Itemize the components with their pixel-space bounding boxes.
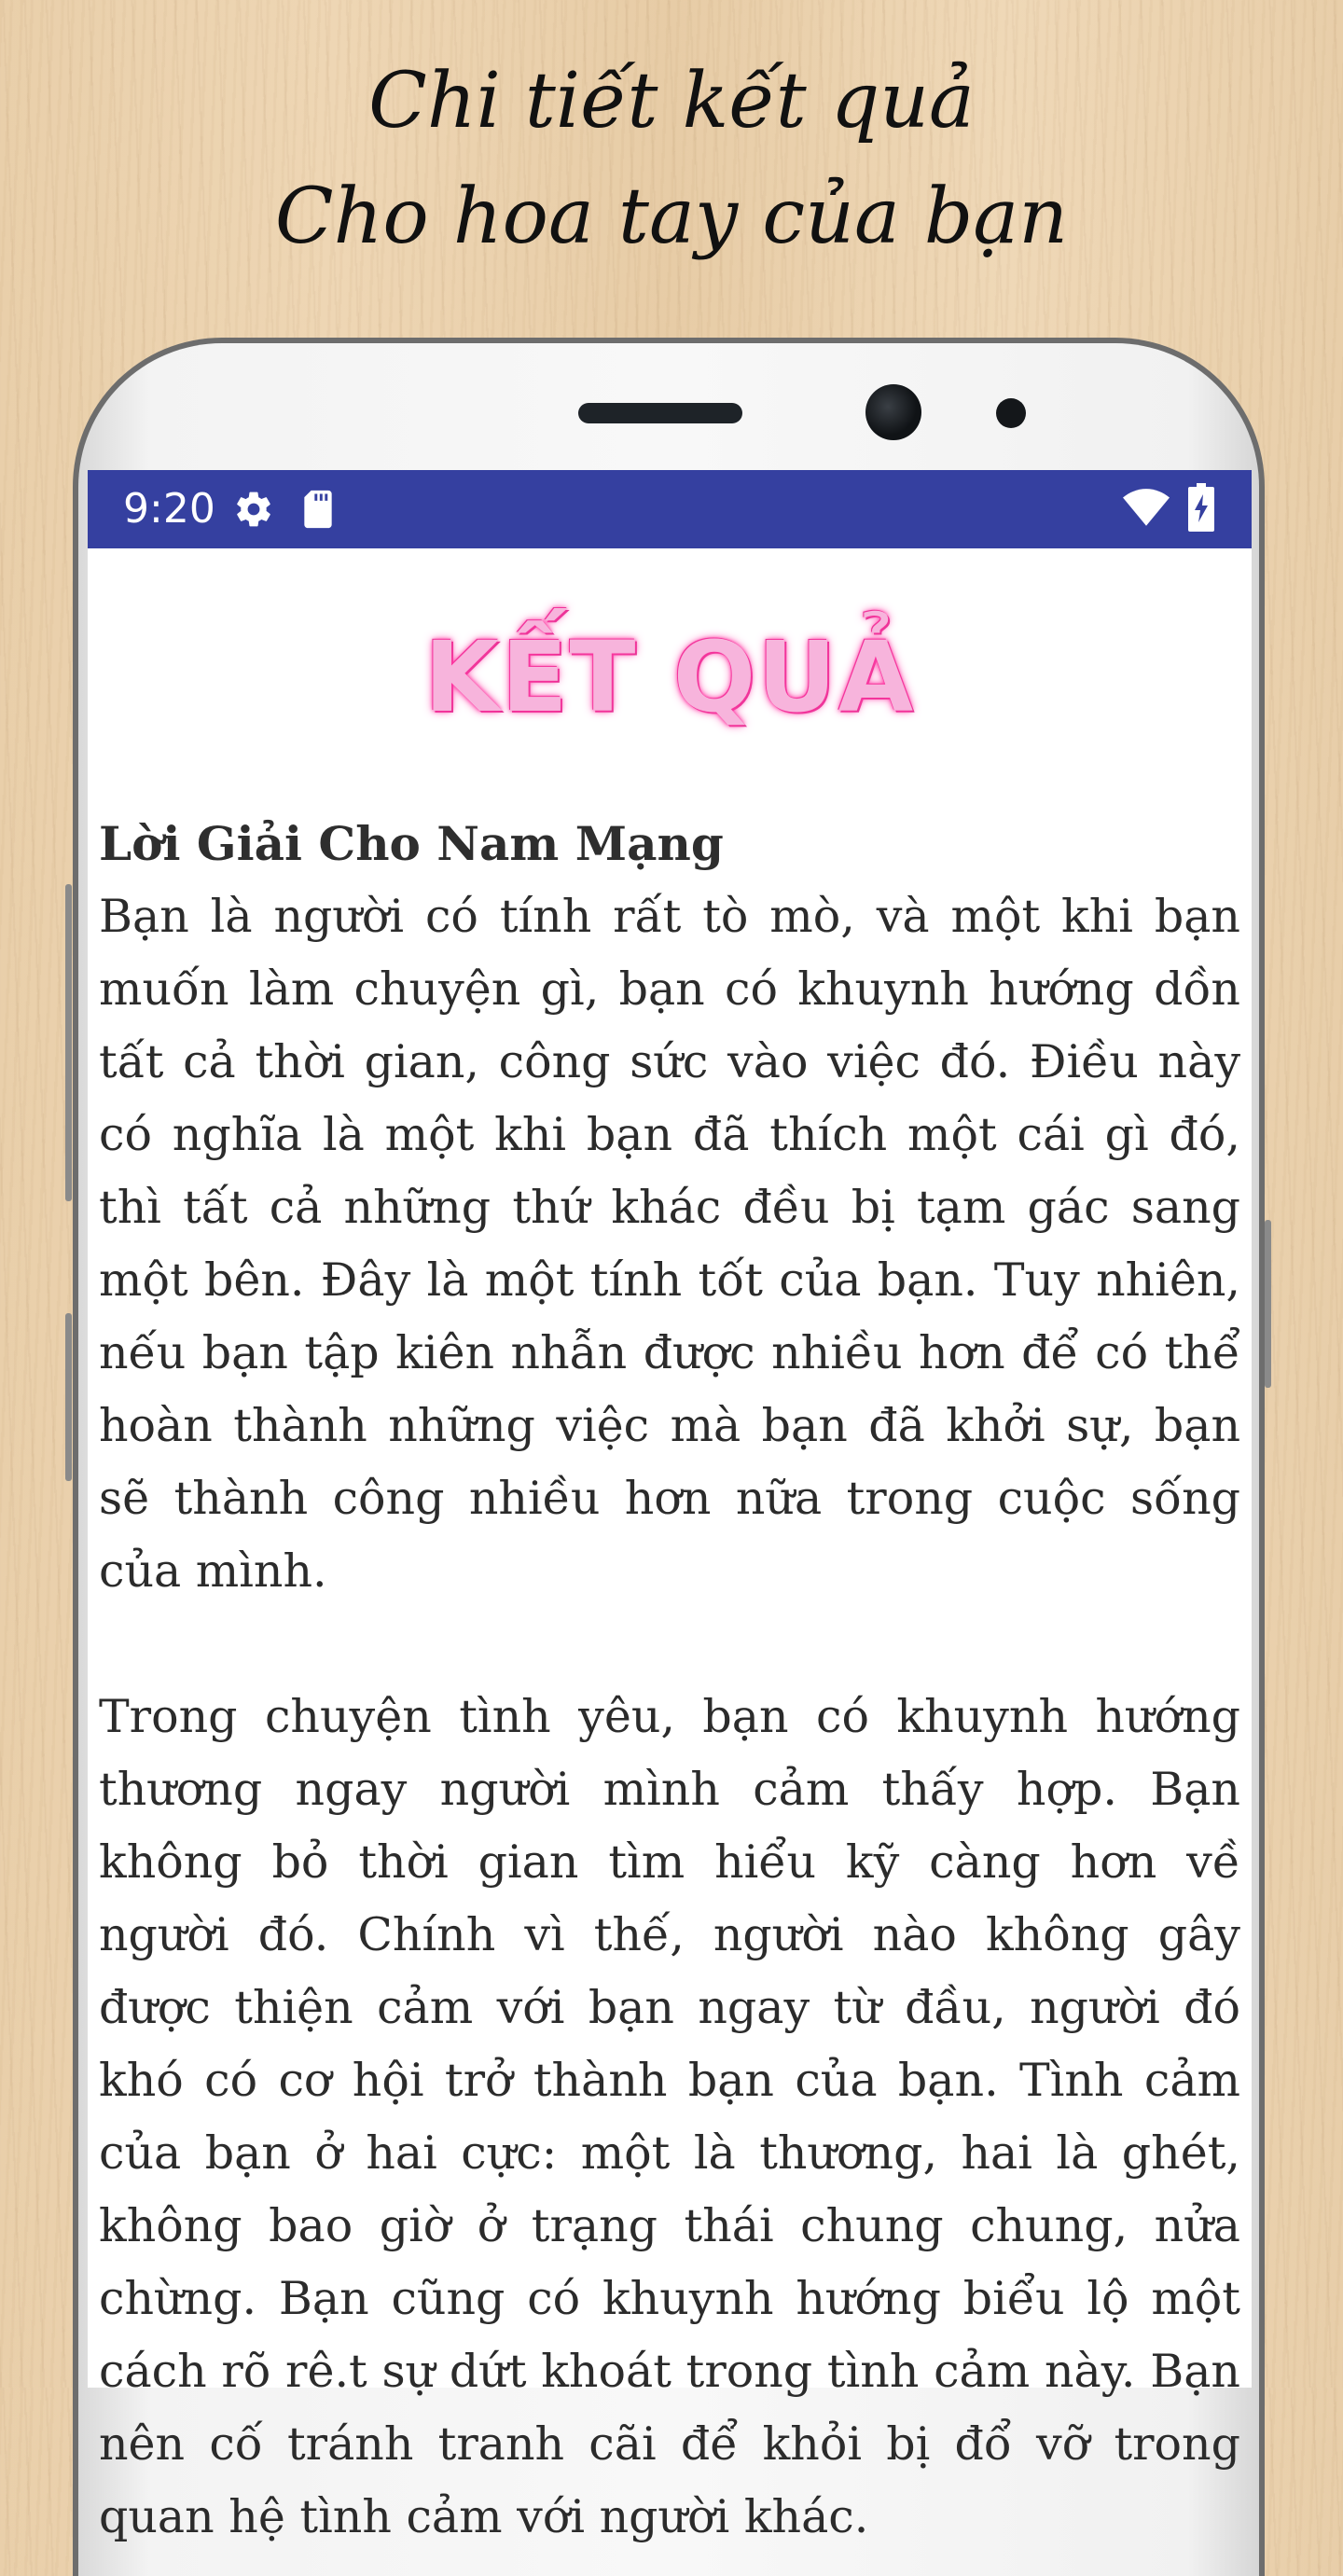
status-bar [88,470,1252,548]
settings-icon [233,489,274,533]
result-content [99,808,1240,2554]
battery-charging-icon [1188,483,1214,535]
status-time: 9:20 [123,485,215,533]
result-title: KẾT QUẢ [423,620,916,734]
phone-power-button [65,1313,72,1481]
wifi-icon [1123,489,1170,532]
section-heading: Lời Giải Cho Nam Mạng [99,816,724,871]
sd-card-icon [300,489,336,533]
phone-speaker [578,403,742,423]
result-paragraph-1: Bạn là người có tính rất tò mò, và một khi bạn muốn làm chuyện gì, bạn có khuynh hướng dồn tất cả thời gian, công sức vào việc đó. Điều này có nghĩa là một khi bạn đã thích một cái gì đó, thì tất cả những thứ khác đều bị tạm gác sang một bên. Đây là một tính tốt của bạn. Tuy nhiên, nếu bạn tập kiên nhẫn được nhiều hơn để có thể hoàn thành những việc mà bạn đã khởi sự, bạn sẽ thành công nhiều hơn nữa trong cuộc sống của mình. [99,890,1240,1598]
result-paragraph-2: Trong chuyện tình yêu, bạn có khuynh hướng thương ngay người mình cảm thấy hợp. Bạn không bỏ thời gian tìm hiểu kỹ càng hơn về người đó. Chính vì thế, người nào không gây được thiện cảm với bạn ngay từ đầu, người đó khó có cơ hội trở thành bạn của bạn. Tình cảm của bạn ở hai cực: một là thương, hai là ghét, không bao giờ ở trạng thái chung chung, nửa chừng. Bạn cũng có khuynh hướng biểu lộ một cách rõ rê.t sự dứt khoát trong tình cảm này. Bạn nên cố tránh tranh cãi để khỏi bị đổ vỡ trong quan hệ tình cảm với người khác. [99,1690,1240,2543]
app-screen [88,470,1252,2543]
promo-headline-line2: Cho hoa tay của bạn [274,173,1069,261]
phone-right-button [1265,1220,1271,1388]
proximity-sensor [996,398,1026,428]
phone-volume-button [65,884,72,1201]
front-camera [865,384,921,440]
promo-headline-line1: Chi tiết kết quả [368,57,975,145]
